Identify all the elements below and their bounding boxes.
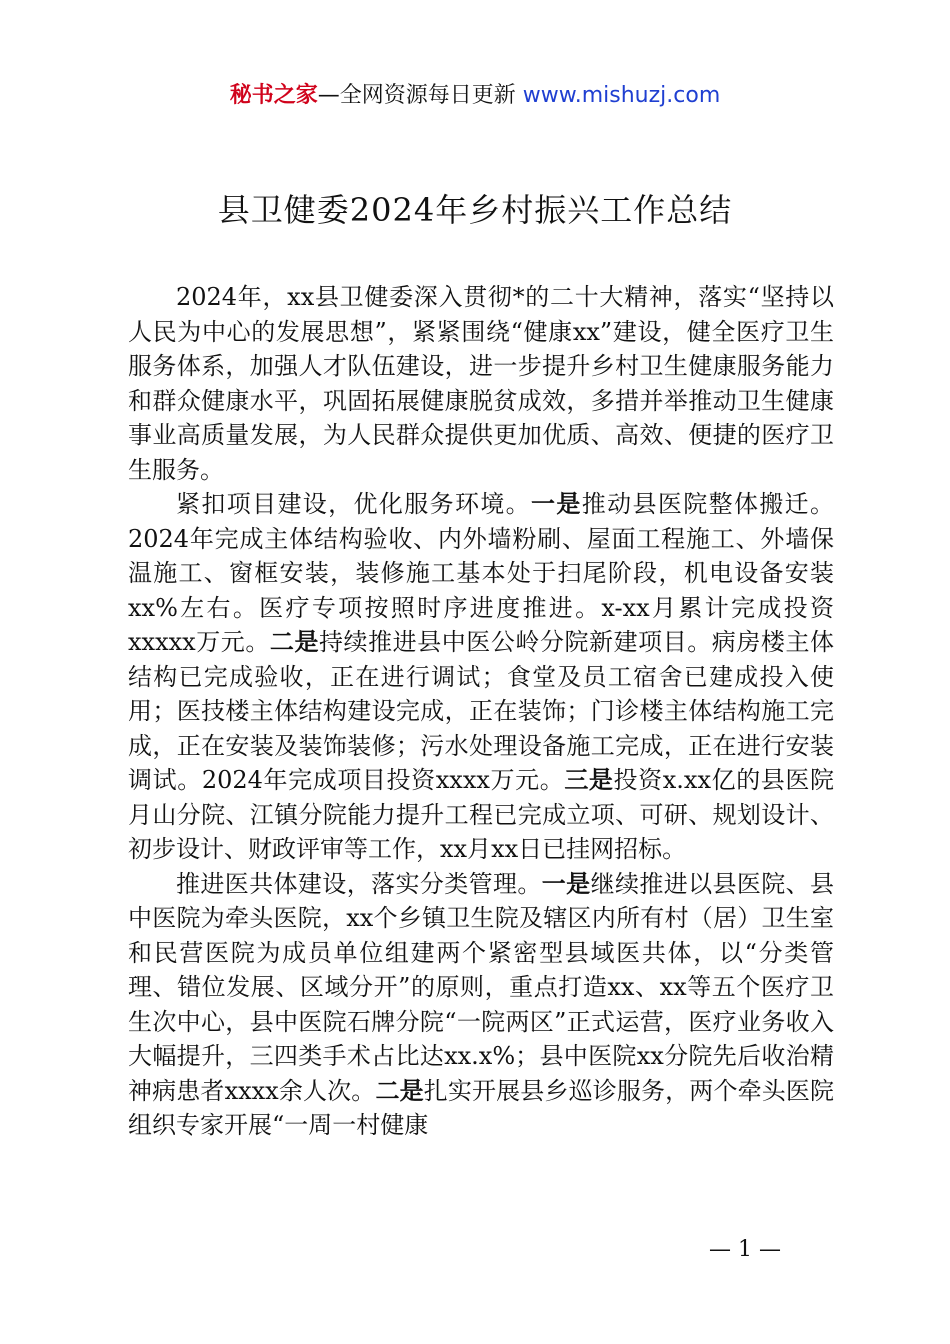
item-marker: 一是	[541, 869, 591, 898]
item-text: 持续推进县中医公岭分院新建项目。病房楼主体结构已完成验收，正在进行调试；食堂及员工宿舍已建成投入使用；医技楼主体结构建设完成，正在装饰；门诊楼主体结构施工完成，正在安装及装饰装修；污水处理设备施工完成，正在进行安装调试。2024年完成项目投资xxxx万元。	[128, 628, 835, 794]
page-number: — 1 —	[709, 1237, 781, 1262]
item-text: 推动县医院整体搬迁。2024年完成主体结构验收、内外墙粉刷、屋面工程施工、外墙保温施工、窗框安装，装修施工基本处于扫尾阶段，机电设备安装xx%左右。医疗专项按照时序进度推进。x-xx月累计完成投资xxxxx万元。	[128, 490, 835, 656]
site-tagline: —全网资源每日更新	[317, 83, 523, 108]
item-text: 继续推进以县医院、县中医院为牵头医院，xx个乡镇卫生院及辖区内所有村（居）卫生室和民营医院为成员单位组建两个紧密型县域医共体，以“分类管理、错位发展、区域分开”的原则，重点打造xx、xx等五个医疗卫生次中心，县中医院石牌分院“一院两区”正式运营，医疗业务收入大幅提升，三四类手术占比达xx.x%；县中医院xx分院先后收治精神病患者xxxx余人次。	[128, 869, 835, 1105]
document-body	[128, 280, 834, 1143]
site-url-link[interactable]: www.mishuzj.com	[522, 83, 721, 108]
paragraph-project-construction	[128, 487, 834, 867]
item-text: 扎实开展县乡巡诊服务，两个牵头医院组织专家开展“一周一村健康	[128, 1076, 835, 1139]
site-brand: 秘书之家	[229, 83, 318, 108]
item-text: 投资x.xx亿的县医院月山分院、江镇分院能力提升工程已完成立项、可研、规划设计、初步设计、财政评审等工作，xx月xx日已挂网招标。	[128, 766, 835, 863]
document-title: 县卫健委2024年乡村振兴工作总结	[217, 191, 733, 229]
item-marker: 三是	[564, 766, 614, 794]
paragraph-intro	[128, 280, 834, 487]
item-marker: 二是	[375, 1076, 424, 1105]
paragraph-heading: 紧扣项目建设，优化服务环境。	[176, 490, 532, 518]
paragraph-text: 2024年，xx县卫健委深入贯彻*的二十大精神，落实“坚持以人民为中心的发展思想”，紧紧围绕“健康xx”建设，健全医疗卫生服务体系，加强人才队伍建设，进一步提升乡村卫生健康服务能力和群众健康水平，巩固拓展健康脱贫成效，多措并举推动卫生健康事业高质量发展，为人民群众提供更加优质、高效、便捷的医疗卫生服务。	[128, 283, 834, 484]
paragraph-medical-community	[128, 867, 834, 1143]
item-marker: 一是	[531, 490, 582, 518]
paragraph-heading: 推进医共体建设，落实分类管理。	[176, 869, 542, 898]
site-banner	[0, 80, 950, 112]
item-marker: 二是	[269, 628, 319, 656]
